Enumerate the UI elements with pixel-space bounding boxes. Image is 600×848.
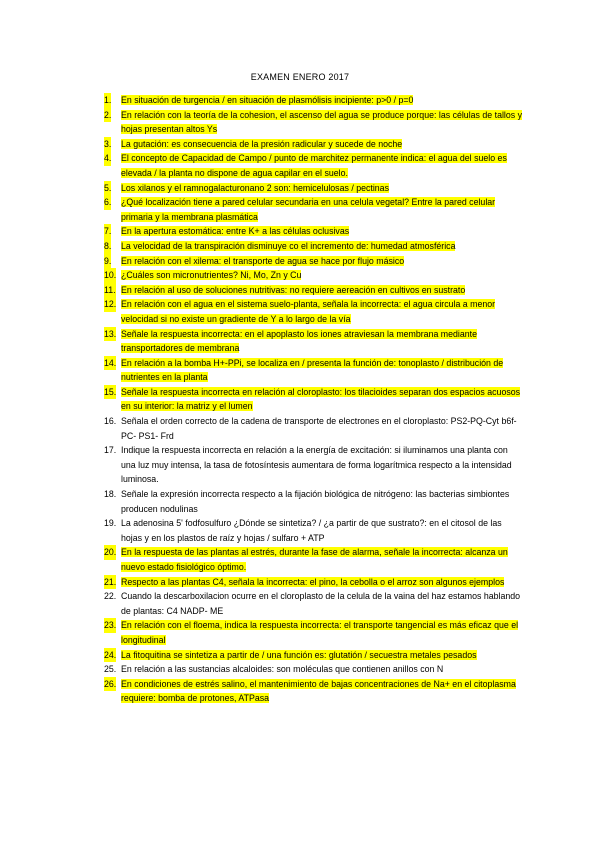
question-text: El concepto de Capacidad de Campo / punto de marchitez permanente indica: el agua del suelo es elevada / la planta no dispone de agua capilar en el suelo. [121, 153, 507, 178]
question-number: 19. [104, 518, 117, 529]
question-item [104, 283, 524, 298]
question-number: 1. [104, 93, 111, 108]
question-number: 13. [104, 327, 116, 342]
question-item [104, 677, 524, 706]
question-text: En relación con el xilema: el transporte de agua se hace por flujo másico [121, 255, 405, 266]
question-item [104, 93, 524, 108]
question-number: 12. [104, 297, 116, 312]
question-item [104, 356, 524, 385]
page-title: EXAMEN ENERO 2017 [250, 72, 350, 82]
question-item [104, 108, 524, 137]
question-item [104, 151, 524, 180]
question-text: En relación a la bomba H+-PPi, se localiza en / presenta la función de: tonoplasto / distribución de nutrientes en la planta [121, 357, 504, 383]
question-list [104, 93, 524, 706]
question-text: La gutación: es consecuencia de la presión radicular y sucede de noche [121, 138, 403, 149]
question-item [104, 181, 524, 196]
question-item [104, 589, 524, 618]
question-number: 4. [104, 151, 111, 166]
question-number: 22. [104, 591, 117, 602]
question-text: En relación con el floema, indica la respuesta incorrecta: el transporte tangencial es más eficaz que el longitudinal [121, 620, 519, 645]
question-number: 6. [104, 195, 111, 210]
question-number: 2. [104, 108, 111, 123]
question-item [104, 618, 524, 647]
question-item [104, 137, 524, 152]
question-item [104, 268, 524, 283]
question-number: 8. [104, 239, 111, 254]
question-number: 7. [104, 224, 111, 239]
question-text: En relación con el agua en el sistema suelo-planta, señala la incorrecta: el agua circula a menor velocidad si no existe un gradiente de Y a lo largo de la vía [121, 299, 496, 324]
question-text: La fitoquitina se sintetiza a partir de / una función es: glutatión / secuestra metales pesados [121, 649, 477, 660]
question-item [104, 195, 524, 224]
question-number: 14. [104, 356, 116, 371]
question-text: La adenosina 5' fodfosulfuro ¿Dónde se sintetiza? / ¿a partir de que sustrato?: en el citosol de las hojas y en los plastos de raíz y hojas / sulfaro + ATP [121, 518, 502, 543]
question-text: En relación a las sustancias alcaloides: son moléculas que contienen anillos con N [121, 664, 444, 675]
question-text: Señale la expresión incorrecta respecto a la fijación biológica de nitrógeno: las bacterias simbiontes producen nodulinas [121, 489, 510, 514]
question-text: Indique la respuesta incorrecta en relación a la energía de excitación: si iluminamos una planta con una luz muy intensa, la tasa de fotosíntesis aumentara de forma logarítmica respecto a la intensidad luminosa. [121, 445, 512, 485]
question-item [104, 662, 524, 677]
question-item [104, 224, 524, 239]
question-text: ¿Cuáles son micronutrientes? Ni, Mo, Zn y Cu [121, 270, 302, 281]
question-item [104, 575, 524, 590]
question-item [104, 239, 524, 254]
question-item [104, 648, 524, 663]
question-number: 11. [104, 283, 116, 298]
question-text: La velocidad de la transpiración disminuye co el incremento de: humedad atmosférica [121, 240, 456, 251]
question-number: 15. [104, 385, 116, 400]
question-number: 21. [104, 575, 116, 590]
question-text: En la respuesta de las plantas al estrés, durante la fase de alarma, señale la incorrecta: alcanza un nuevo estado fisiológico óptimo. [121, 547, 508, 572]
question-number: 24. [104, 648, 116, 663]
question-text: Los xilanos y el ramnogalacturonano 2 son: hemicelulosas / pectinas [121, 182, 389, 193]
question-item [104, 516, 524, 545]
question-item [104, 545, 524, 574]
question-item [104, 327, 524, 356]
question-text: En relación al uso de soluciones nutritivas: no requiere aereación en cultivos en sustrato [121, 284, 466, 295]
question-text: ¿Qué localización tiene a pared celular secundaria en una celula vegetal? Entre la pared celular primaria y la membrana plasmática [121, 197, 496, 222]
question-item [104, 487, 524, 516]
question-number: 9. [104, 254, 111, 269]
question-text: En relación con la teoría de la cohesion, el ascenso del agua se produce porque: las células de tallos y hojas presentan altos Ys [121, 109, 523, 135]
question-item [104, 443, 524, 487]
question-number: 26. [104, 677, 116, 692]
question-number: 25. [104, 664, 117, 675]
question-number: 20. [104, 545, 116, 560]
question-text: Señala el orden correcto de la cadena de transporte de electrones en el cloroplasto: PS2-PQ-Cyt b6f- PC- PS1- Frd [121, 416, 517, 441]
question-item [104, 297, 524, 326]
question-text: Respecto a las plantas C4, señala la incorrecta: el pino, la cebolla o el arroz son algunos ejemplos [121, 576, 505, 587]
question-number: 5. [104, 181, 111, 196]
question-number: 17. [104, 445, 117, 456]
question-text: Señale la respuesta incorrecta: en el apoplasto los iones atraviesan la membrana mediante transportadores de membrana [121, 328, 477, 354]
question-item [104, 414, 524, 443]
question-text: En situación de turgencia / en situación de plasmólisis incipiente: p>0 / p=0 [121, 95, 414, 105]
question-item [104, 385, 524, 414]
question-number: 3. [104, 137, 111, 152]
question-text: Señale la respuesta incorrecta en relación al cloroplasto: los tilacioides separan dos espacios acuosos en su interior: la matriz y el lumen [121, 386, 521, 412]
question-item [104, 254, 524, 269]
question-text: En condiciones de estrés salino, el mantenimiento de bajas concentraciones de Na+ en el citoplasma requiere: bomba de protones, ATPasa [121, 678, 516, 704]
question-number: 10. [104, 268, 116, 283]
question-text: Cuando la descarboxilacion ocurre en el cloroplasto de la celula de la vaina del haz estamos hablando de plantas: C4 NADP- ME [121, 591, 521, 616]
question-number: 16. [104, 416, 117, 427]
question-number: 18. [104, 489, 117, 500]
question-text: En la apertura estomática: entre K+ a las células oclusivas [121, 226, 350, 237]
question-number: 23. [104, 618, 116, 633]
